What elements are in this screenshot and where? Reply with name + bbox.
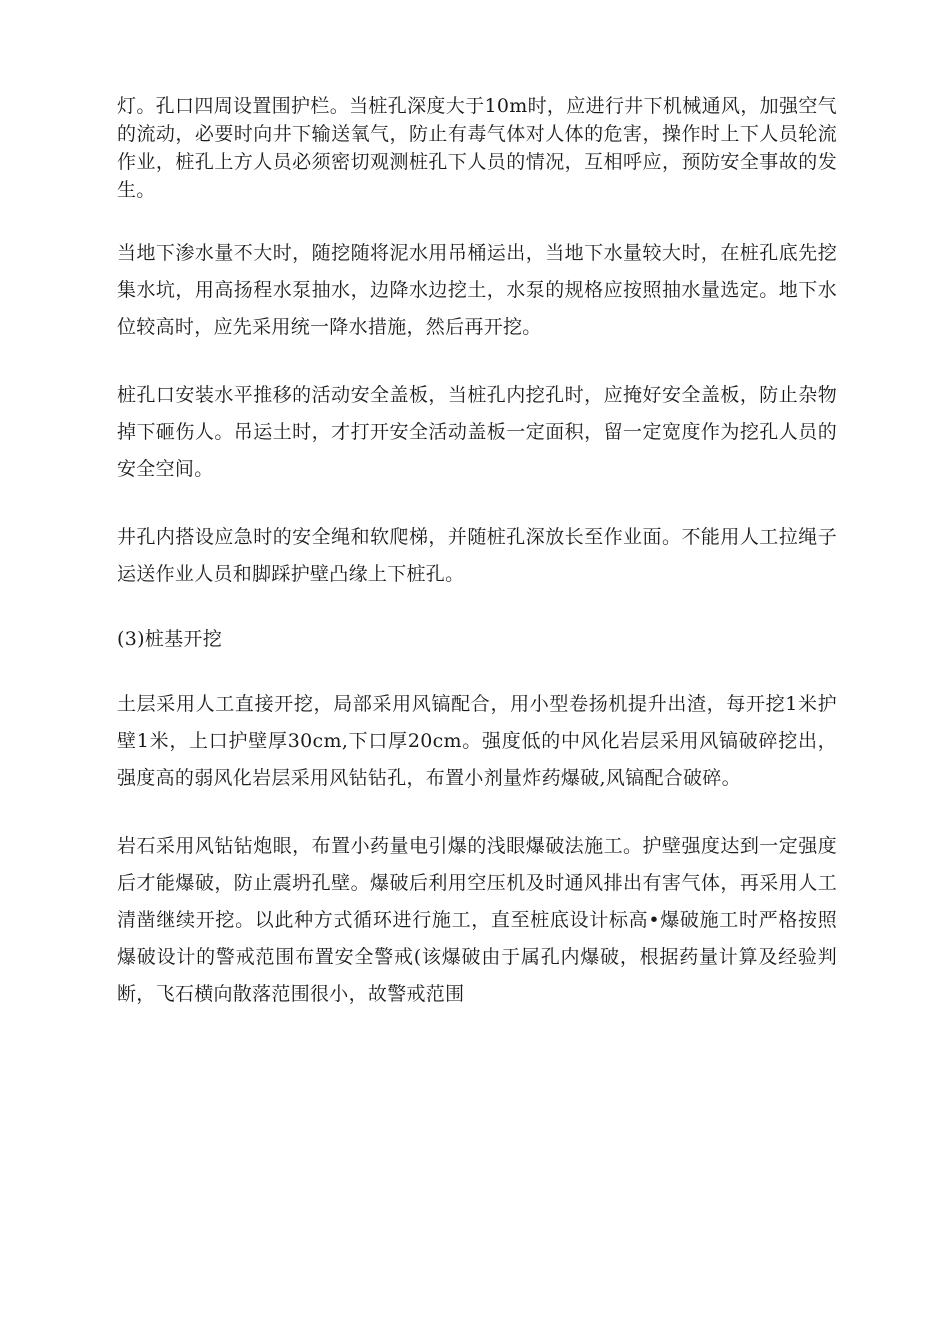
paragraph-5: 土层采用人工直接开挖，局部采用风镐配合，用小型卷扬机提升出渣，每开挖1米护壁1米，上口护壁厚30cm,下口厚20cm。强度低的中风化岩层采用风镐破碎挖出，强度高的弱风化岩层采用风钻钻孔，布置小剂量炸药爆破,风镐配合破碎。 — [117, 693, 837, 789]
paragraph-6: 岩石采用风钻钻炮眼，布置小药量电引爆的浅眼爆破法施工。护壁强度达到一定强度后才能爆破，防止震坍孔壁。爆破后利用空压机及时通风排出有害气体，再采用人工清凿继续开挖。以此种方式循环进行施工，直至桩底设计标高•爆破施工时严格按照爆破设计的警戒范围布置安全警戒(该爆破由于属孔内爆破，根据药量计算及经验判断，飞石横向散落范围很小，故警戒范围 — [117, 835, 837, 1005]
paragraph-2: 当地下渗水量不大时，随挖随将泥水用吊桶运出，当地下水量较大时，在桩孔底先挖集水坑，用高扬程水泵抽水，边降水边挖土，水泵的规格应按照抽水量选定。地下水位较高时，应先采用统一降水措施，然后再开挖。 — [117, 242, 837, 338]
paragraph-3: 桩孔口安装水平推移的活动安全盖板，当桩孔内挖孔时，应掩好安全盖板，防止杂物掉下砸伤人。吊运土时，才打开安全活动盖板一定面积，留一定宽度作为挖孔人员的安全空间。 — [117, 384, 837, 480]
paragraph-4: 井孔内搭设应急时的安全绳和软爬梯，并随桩孔深放长至作业面。不能用人工拉绳子运送作业人员和脚踩护壁凸缘上下桩孔。 — [117, 526, 837, 585]
document-page — [117, 92, 837, 1013]
paragraph-1: 灯。孔口四周设置围护栏。当桩孔深度大于10m时，应进行井下机械通风，加强空气的流动，必要时向井下输送氧气，防止有毒气体对人体的危害，操作时上下人员轮流作业，桩孔上方人员必须密切观测桩孔下人员的情况，互相呼应，预防安全事故的发生。 — [117, 95, 837, 201]
section-heading: (3)桩基开挖 — [117, 628, 223, 650]
